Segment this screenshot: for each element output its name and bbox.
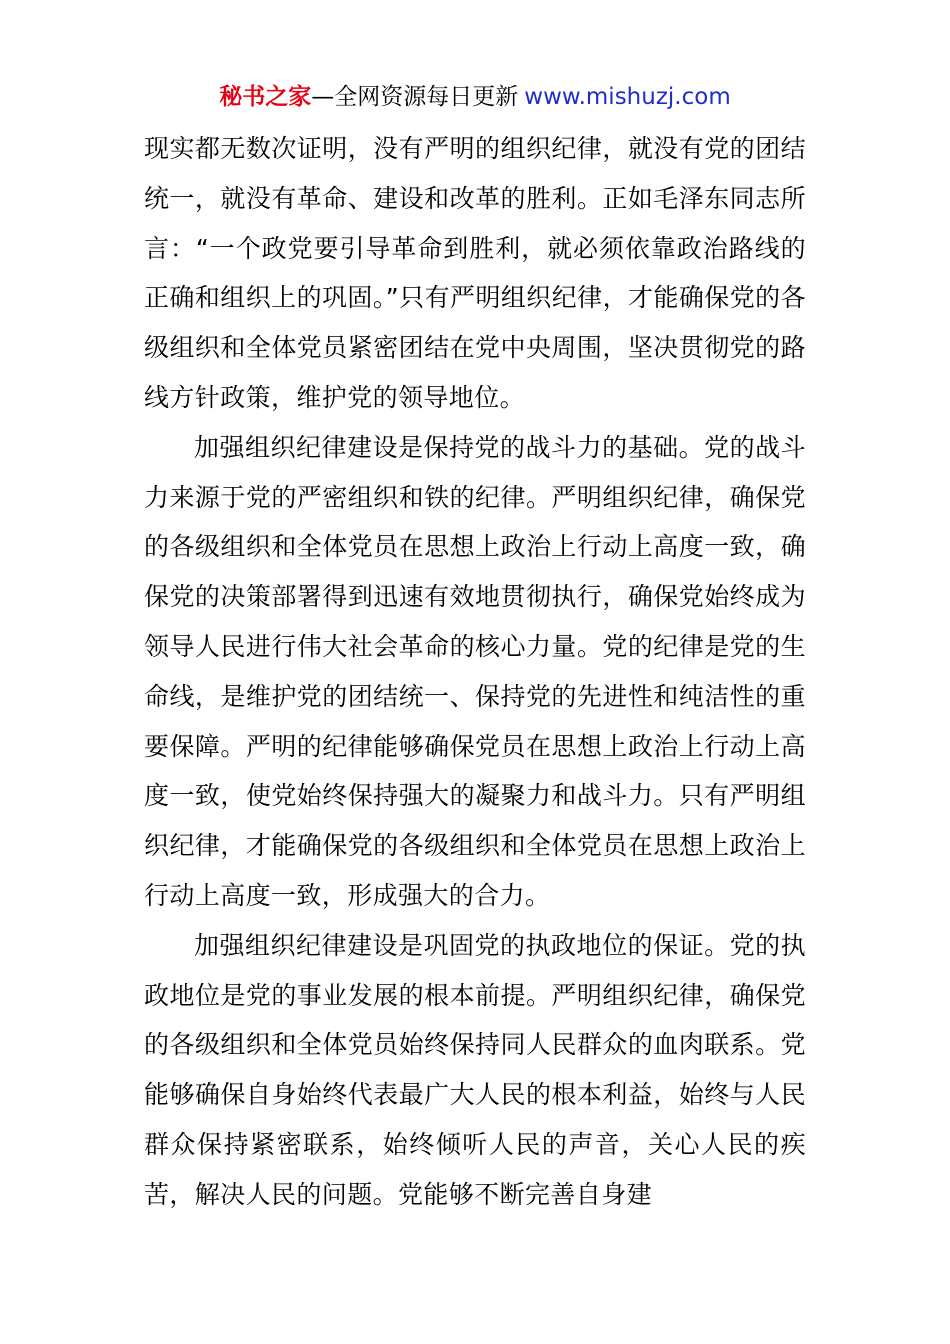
header-url-link[interactable]: www.mishuzj.com <box>524 84 731 110</box>
paragraph-3: 加强组织纪律建设是巩固党的执政地位的保证。党的执政地位是党的事业发展的根本前提。严明组织纪律，确保党的各级组织和全体党员始终保持同人民群众的血肉联系。党能够确保自身始终代表最广大人民的根本利益，始终与人民群众保持紧密联系，始终倾听人民的声音，关心人民的疾苦，解决人民的问题。党能够不断完善自身建 <box>144 930 806 1209</box>
document-body <box>144 124 806 1220</box>
header-brand: 秘书之家 <box>219 84 312 110</box>
header-tagline: —全网资源每日更新 <box>311 84 519 110</box>
paragraph-2: 加强组织纪律建设是保持党的战斗力的基础。党的战斗力来源于党的严密组织和铁的纪律。严明组织纪律，确保党的各级组织和全体党员在思想上政治上行动上高度一致，确保党的决策部署得到迅速有效地贯彻执行，确保党始终成为领导人民进行伟大社会革命的核心力量。党的纪律是党的生命线，是维护党的团结统一、保持党的先进性和纯洁性的重要保障。严明的纪律能够确保党员在思想上政治上行动上高度一致，使党始终保持强大的凝聚力和战斗力。只有严明组织纪律，才能确保党的各级组织和全体党员在思想上政治上行动上高度一致，形成强大的合力。 <box>144 432 806 910</box>
paragraph-1: 现实都无数次证明，没有严明的组织纪律，就没有党的团结统一，就没有革命、建设和改革的胜利。正如毛泽东同志所言：“一个政党要引导革命到胜利，就必须依靠政治路线的正确和组织上的巩固。”只有严明组织纪律，才能确保党的各级组织和全体党员紧密团结在党中央周围，坚决贯彻党的路线方针政策，维护党的领导地位。 <box>144 134 806 412</box>
page-header <box>0 80 950 114</box>
